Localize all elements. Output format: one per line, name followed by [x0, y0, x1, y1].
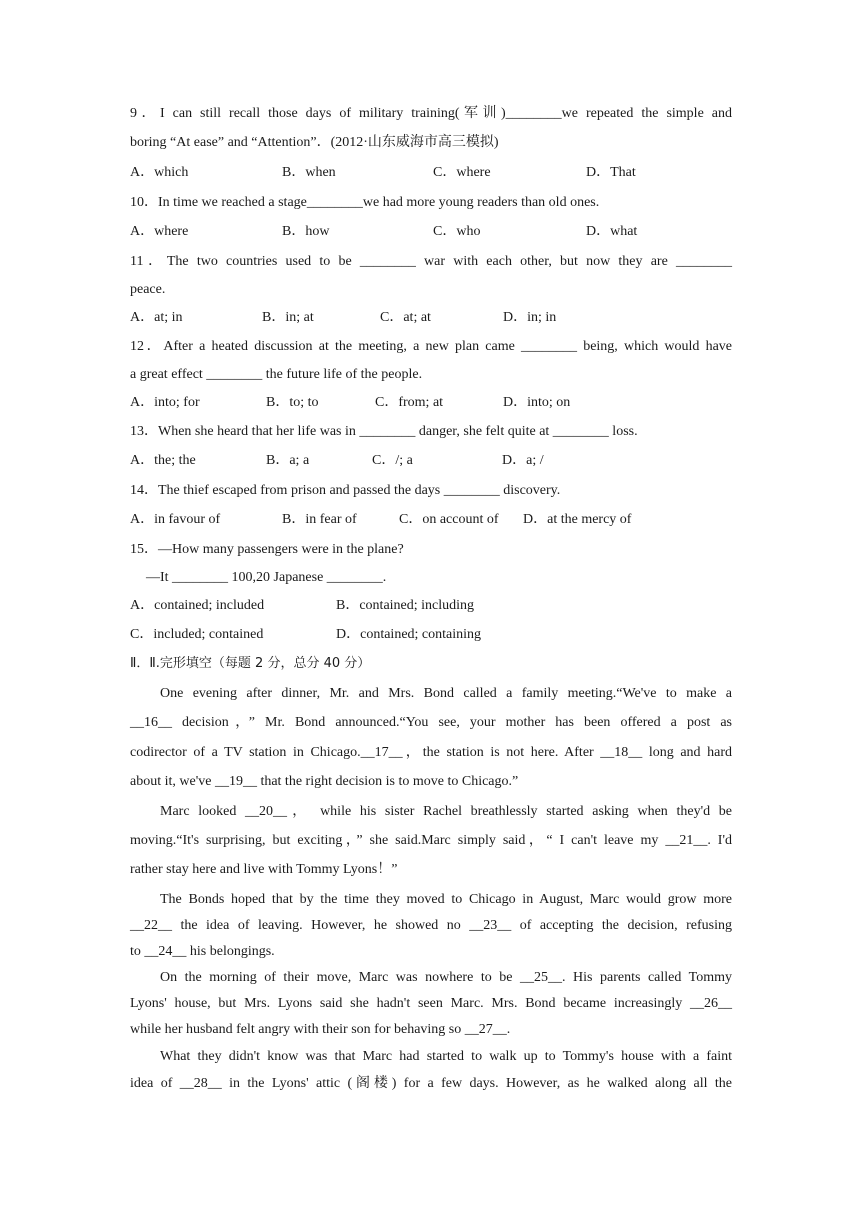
- option-c: C．who: [433, 224, 481, 239]
- passage-line: moving.“It's surprising, but exciting，” she said.Marc simply said，“ I can't leave my __21__. I'd: [130, 833, 732, 848]
- option-b: B．in; at: [262, 310, 314, 325]
- option-d: D．in; in: [503, 310, 557, 325]
- option-b: B．how: [282, 224, 330, 239]
- passage-line: rather stay here and live with Tommy Lyons！”: [130, 862, 398, 877]
- question-13-line-1: 13．When she heard that her life was in ________ danger, she felt quite at ________ loss.: [130, 424, 638, 439]
- option-b: B．to; to: [266, 395, 319, 410]
- option-c: C．at; at: [380, 310, 431, 325]
- question-12-line-1: 12．After a heated discussion at the meeting, a new plan came ________ being, which would have: [130, 339, 732, 354]
- question-15-line-1: 15．—How many passengers were in the plane?: [130, 542, 404, 557]
- passage-line: What they didn't know was that Marc had started to walk up to Tommy's house with a faint: [160, 1049, 732, 1064]
- passage-line: Marc looked __20__， while his sister Rachel breathlessly started asking when they'd be: [160, 804, 732, 819]
- section-heading: Ⅱ．Ⅱ.完形填空（每题 2 分，总分 40 分）: [130, 656, 371, 671]
- option-a: A．which: [130, 165, 189, 180]
- option-c: C．on account of: [399, 512, 499, 527]
- passage-line: Lyons' house, but Mrs. Lyons said she hadn't seen Marc. Mrs. Bond became increasingly __26__: [130, 996, 732, 1011]
- option-a: A．into; for: [130, 395, 200, 410]
- option-d: D．what: [586, 224, 638, 239]
- option-c: C．included; contained: [130, 627, 264, 642]
- question-15-line-2: —It ________ 100,20 Japanese ________.: [146, 570, 387, 585]
- option-a: A．the; the: [130, 453, 196, 468]
- option-d: D．a; /: [502, 453, 544, 468]
- option-c: C．where: [433, 165, 491, 180]
- option-a: A．where: [130, 224, 189, 239]
- passage-line: codirector of a TV station in Chicago.__17__，the station is not here. After __18__ long and hard: [130, 745, 732, 760]
- question-14-line-1: 14．The thief escaped from prison and passed the days ________ discovery.: [130, 483, 561, 498]
- option-c: C．from; at: [375, 395, 444, 410]
- passage-line: about it, we've __19__ that the right decision is to move to Chicago.”: [130, 774, 519, 789]
- passage-line: __16__ decision，” Mr. Bond announced.“You see, your mother has been offered a post as: [130, 715, 732, 730]
- option-d: D．That: [586, 165, 636, 180]
- option-c: C．/; a: [372, 453, 413, 468]
- option-d: D．at the mercy of: [523, 512, 632, 527]
- option-a: A．in favour of: [130, 512, 221, 527]
- passage-line: idea of __28__ in the Lyons' attic (阁楼) for a few days. However, as he walked along all the: [130, 1076, 732, 1091]
- question-10-line-1: 10．In time we reached a stage________we had more young readers than old ones.: [130, 195, 600, 210]
- option-d: D．contained; containing: [336, 627, 482, 642]
- option-b: B．when: [282, 165, 336, 180]
- option-b: B．contained; including: [336, 598, 475, 613]
- question-11-line-1: 11．The two countries used to be ________ war with each other, but now they are ________: [130, 254, 732, 269]
- option-d: D．into; on: [503, 395, 571, 410]
- option-a: A．contained; included: [130, 598, 265, 613]
- question-9-line-2: boring “At ease” and “Attention”．(2012·山东威海市高三模拟): [130, 135, 499, 150]
- question-12-line-2: a great effect ________ the future life of the people.: [130, 367, 423, 382]
- passage-line: to __24__ his belongings.: [130, 944, 275, 959]
- question-9-line-1: 9．I can still recall those days of military training(军训)________we repeated the simple and: [130, 106, 732, 121]
- document-page: [130, 0, 732, 1216]
- question-11-line-2: peace.: [130, 282, 166, 297]
- passage-line: On the morning of their move, Marc was nowhere to be __25__. His parents called Tommy: [160, 970, 732, 985]
- option-b: B．in fear of: [282, 512, 357, 527]
- passage-line: One evening after dinner, Mr. and Mrs. Bond called a family meeting.“We've to make a: [160, 686, 732, 701]
- option-b: B．a; a: [266, 453, 310, 468]
- passage-line: while her husband felt angry with their son for behaving so __27__.: [130, 1022, 511, 1037]
- option-a: A．at; in: [130, 310, 183, 325]
- passage-line: The Bonds hoped that by the time they moved to Chicago in August, Marc would grow more: [160, 892, 732, 907]
- passage-line: __22__ the idea of leaving. However, he showed no __23__ of accepting the decision, refusing: [130, 918, 732, 933]
